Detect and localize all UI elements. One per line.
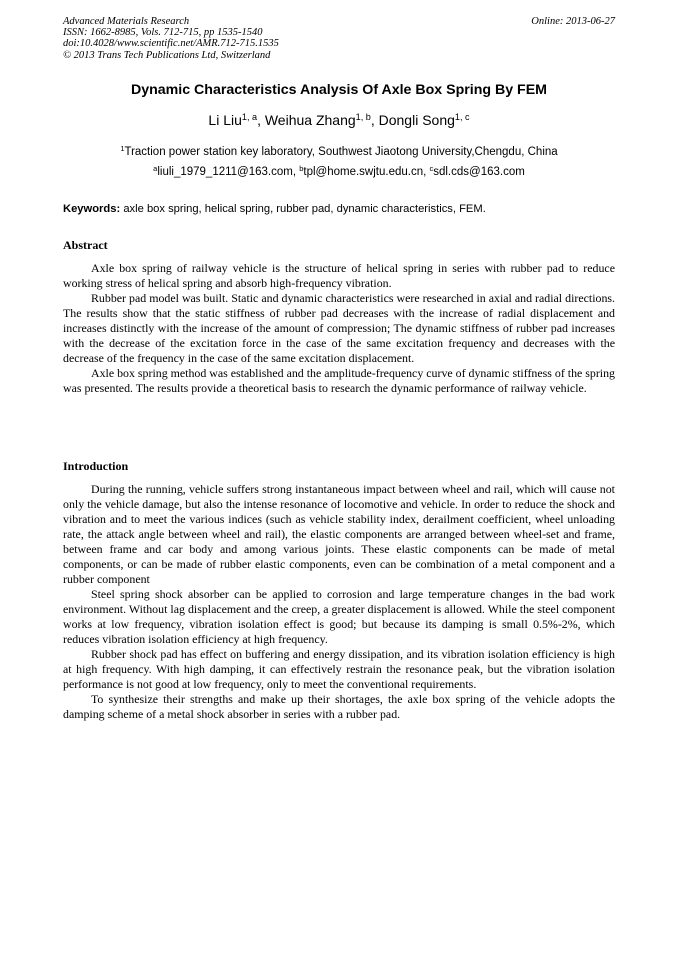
introduction-paragraph: Steel spring shock absorber can be applied to corrosion and large temperature changes in the bad work environment. Without lag displacement and the creep, a greater displacement is allowed. While the steel component works at low frequency, vibration isolation effect is good; but because its damping is small 0.5%-2%, which reduces vibration isolation efficiency at high frequency. xyxy=(63,587,615,646)
email-superscript: c xyxy=(429,163,434,173)
journal-copyright: © 2013 Trans Tech Publications Ltd, Switzerland xyxy=(63,49,271,61)
keywords-text: axle box spring, helical spring, rubber pad, dynamic characteristics, FEM. xyxy=(123,203,486,215)
introduction-heading: Introduction xyxy=(63,459,129,473)
author-superscript: 1, a xyxy=(241,112,258,122)
abstract-paragraph: Rubber pad model was built. Static and dynamic characteristics were researched in axial and radial directions. The results show that the static stiffness of rubber pad decreases with the increase of radial displacement and increases distinctly with the increase of the amount of compression; The dynamic stiffness of rubber pad increases with the decrease of the excitation force in the case of the same excitation frequency and decreases with the decrease of the frequency in the case of the same excitation displacement. xyxy=(63,291,615,365)
email-list: $^a$liuli_1979_1211@163.com, $^b$tpl@home.swjtu.edu.cn, $^c$sdl.cds@163.com xyxy=(153,163,525,178)
author-name: Li Liu xyxy=(208,112,242,128)
abstract-paragraph: Axle box spring method was established and the amplitude-frequency curve of dynamic stiffness of the spring was presented. The results provide a theoretical basis to research the dynamic performance of railway vehicle. xyxy=(63,366,615,395)
author-superscript: 1, c xyxy=(454,112,470,122)
abstract-body xyxy=(63,261,615,396)
email-address[interactable]: sdl.cds@163.com xyxy=(433,166,525,178)
author-name: Weihua Zhang xyxy=(264,112,356,128)
email-address[interactable]: liuli_1979_1211@163.com xyxy=(157,166,293,178)
introduction-paragraph: During the running, vehicle suffers strong instantaneous impact between wheel and rail, which will cause not only the vehicle damage, but also the intense resonance of locomotive and vehicle. In order to reduce the shock and vibration and to meet the various indices (such as vehicle stability index, derailment coefficient, wheel unloading rate, the attack angle between wheel and rail), the elastic components are arranged between wheel-set and frame, between frame and car body and among various joints. These elastic components can be made of metal components, or can be made of rubber elastic components, even can be combination of a metal component and a rubber component xyxy=(63,482,615,586)
journal-info xyxy=(63,16,483,61)
affiliation-superscript: 1 xyxy=(120,143,125,153)
abstract-heading: Abstract xyxy=(63,238,108,252)
author-superscript: 1, b xyxy=(355,112,371,122)
email-superscript: a xyxy=(153,163,158,173)
introduction-body xyxy=(63,482,615,722)
author-list: Li Liu$^{1, a}$, Weihua Zhang$^{1, b}$, Dongli Song$^{1, c}$ xyxy=(208,112,470,128)
introduction-paragraph: Rubber shock pad has effect on buffering and energy dissipation, and its vibration isolation efficiency is high at high frequency. With high damping, it can effectively restrain the resonance peak, but the vibration isolation performance is not good at low frequency, only to meet the conventional requirements. xyxy=(63,647,615,691)
author-name: Dongli Song xyxy=(378,112,455,128)
journal-doi: doi:10.4028/www.scientific.net/AMR.712-715.1535 xyxy=(63,38,279,50)
journal-issn: ISSN: 1662-8985, Vols. 712-715, pp 1535-1540 xyxy=(63,27,263,39)
keywords xyxy=(63,203,615,215)
affiliation-text: Traction power station key laboratory, Southwest Jiaotong University,Chengdu, China xyxy=(124,146,558,158)
abstract-paragraph: Axle box spring of railway vehicle is the structure of helical spring in series with rubber pad to reduce working stress of helical spring and absorb high-frequency vibration. xyxy=(63,261,615,290)
email-address[interactable]: tpl@home.swjtu.edu.cn xyxy=(303,166,424,178)
online-date: Online: 2013-06-27 xyxy=(531,16,615,27)
email-superscript: b xyxy=(299,163,304,173)
journal-name: Advanced Materials Research xyxy=(63,16,190,27)
introduction-paragraph: To synthesize their strengths and make up their shortages, the axle box spring of the vehicle adopts the damping scheme of a metal shock absorber in series with a rubber pad. xyxy=(63,692,615,721)
affiliation xyxy=(30,143,648,158)
keywords-label: Keywords: xyxy=(63,203,121,215)
paper-title: Dynamic Characteristics Analysis Of Axle Box Spring By FEM xyxy=(130,82,548,98)
